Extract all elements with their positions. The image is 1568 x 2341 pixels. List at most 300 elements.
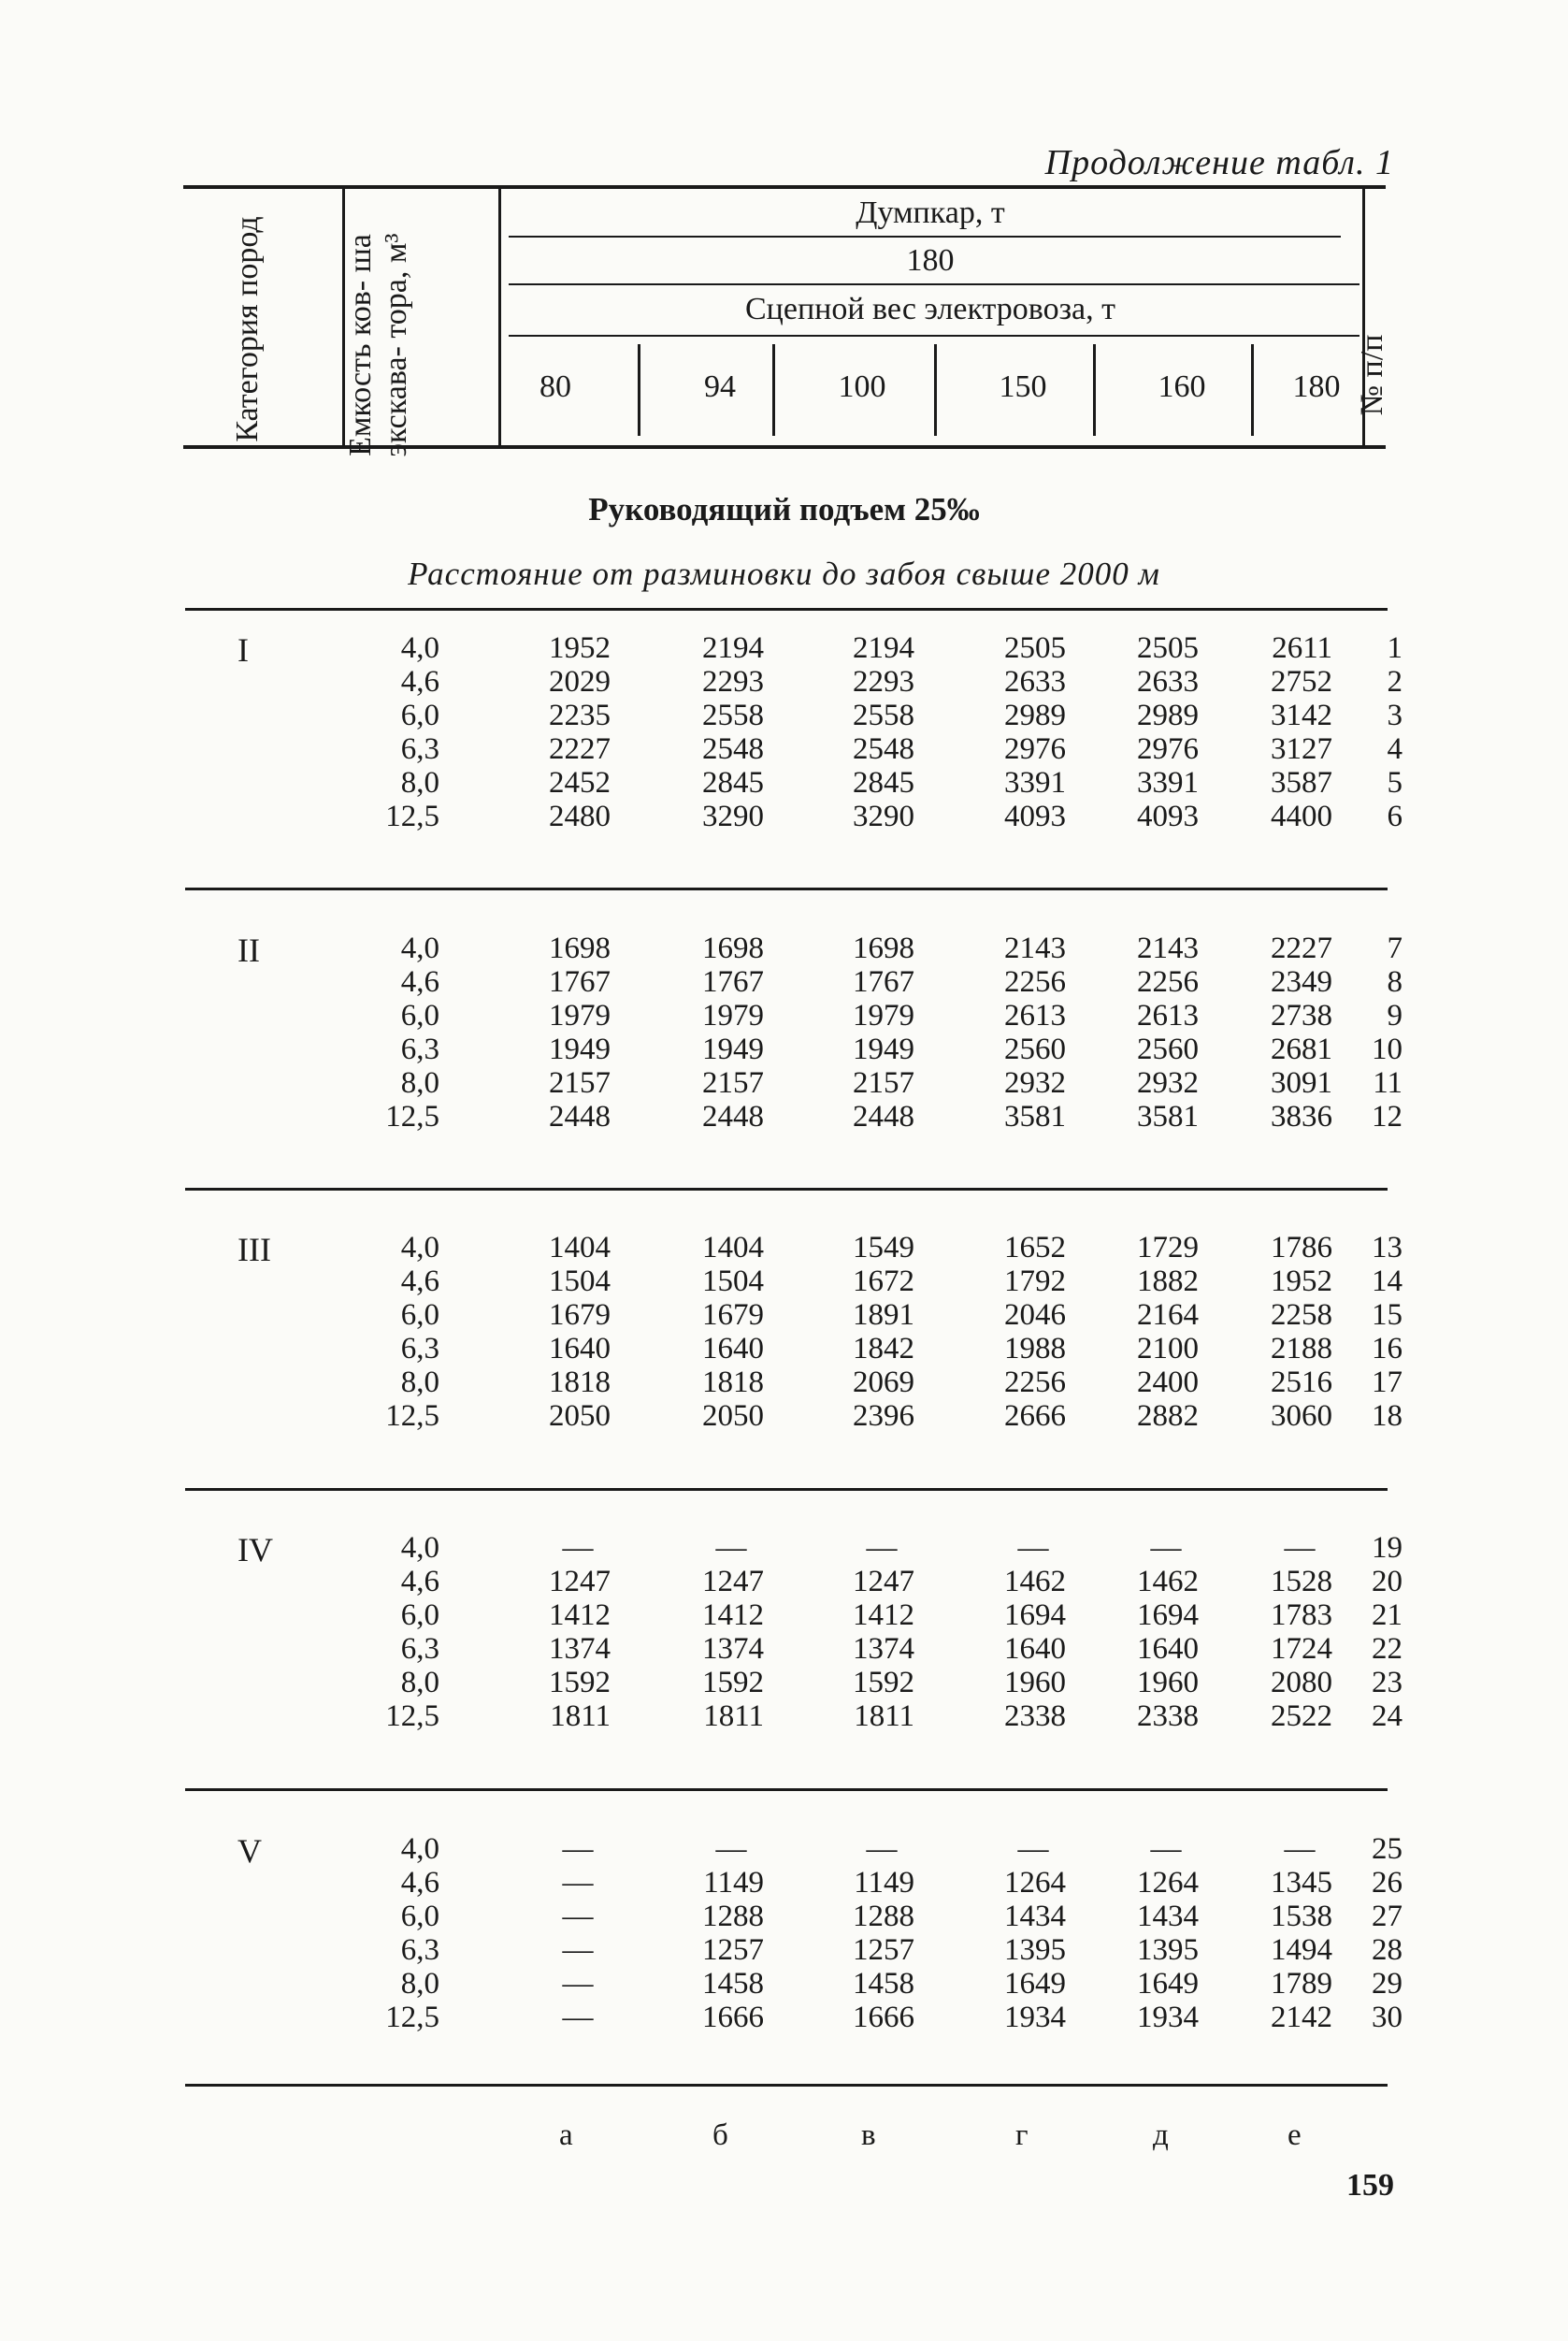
- bucket-capacity-cell: 8,0: [400, 1066, 439, 1100]
- value-cell: 2157: [853, 1066, 914, 1100]
- table-row: [0, 1667, 1568, 1699]
- value-cell: 2666: [1004, 1399, 1066, 1433]
- value-cell: 2142: [1271, 2001, 1332, 2034]
- value-cell: 1494: [1271, 1933, 1332, 1967]
- value-cell: —: [1150, 1832, 1182, 1866]
- value-cell: 1404: [702, 1231, 764, 1264]
- row-number-cell: 14: [1372, 1264, 1403, 1298]
- value-cell: 2256: [1004, 965, 1066, 999]
- value-cell: 2560: [1137, 1033, 1199, 1066]
- value-cell: 2505: [1004, 631, 1066, 665]
- value-cell: 1504: [549, 1264, 611, 1298]
- value-cell: 2046: [1004, 1298, 1066, 1332]
- value-cell: —: [715, 1531, 747, 1565]
- value-cell: 1149: [703, 1866, 764, 1900]
- value-cell: —: [1017, 1832, 1049, 1866]
- value-cell: 2194: [702, 631, 764, 665]
- value-cell: 1257: [853, 1933, 914, 1967]
- row-number-cell: 19: [1372, 1531, 1403, 1565]
- value-cell: 1767: [702, 965, 764, 999]
- value-cell: 2100: [1137, 1332, 1199, 1366]
- value-cell: 2349: [1271, 965, 1332, 999]
- header-rule: [509, 335, 1359, 337]
- row-number-cell: 7: [1387, 932, 1403, 965]
- value-cell: 2522: [1271, 1699, 1332, 1733]
- value-cell: 2157: [549, 1066, 611, 1100]
- value-cell: 2396: [853, 1399, 914, 1433]
- bucket-capacity-cell: 4,6: [400, 1866, 439, 1900]
- value-cell: 1842: [853, 1332, 914, 1366]
- value-cell: 1412: [549, 1598, 611, 1632]
- header-bucket-capacity: Емкость ков- ша экскава- тора, м³: [343, 233, 413, 457]
- row-number-cell: 27: [1372, 1900, 1403, 1933]
- bucket-capacity-cell: 6,3: [400, 732, 439, 766]
- row-number-cell: 15: [1372, 1298, 1403, 1332]
- loco-weight-b: 94: [704, 369, 736, 404]
- table-row: [0, 1867, 1568, 1900]
- row-number-cell: 20: [1372, 1565, 1403, 1598]
- header-divider: [498, 189, 501, 445]
- value-cell: 1979: [853, 999, 914, 1033]
- value-cell: 2558: [853, 699, 914, 732]
- value-cell: 1640: [1137, 1632, 1199, 1666]
- table-row: [0, 1934, 1568, 1967]
- value-cell: —: [866, 1531, 898, 1565]
- value-cell: 1458: [853, 1967, 914, 2001]
- value-cell: 1395: [1004, 1933, 1066, 1967]
- value-cell: 2448: [549, 1100, 611, 1134]
- value-cell: —: [866, 1832, 898, 1866]
- value-cell: 1434: [1137, 1900, 1199, 1933]
- value-cell: 1504: [702, 1264, 764, 1298]
- value-cell: 1960: [1137, 1666, 1199, 1699]
- row-number-cell: 11: [1373, 1066, 1403, 1100]
- column-letter-a: а: [559, 2118, 573, 2152]
- row-number-cell: 6: [1387, 800, 1403, 833]
- value-cell: 1592: [549, 1666, 611, 1699]
- value-cell: 1462: [1137, 1565, 1199, 1598]
- block-rule: [185, 888, 1388, 890]
- value-cell: —: [562, 2001, 594, 2034]
- value-cell: 2080: [1271, 1666, 1332, 1699]
- value-cell: 1288: [853, 1900, 914, 1933]
- bucket-capacity-cell: 12,5: [385, 1100, 439, 1134]
- row-number-cell: 23: [1372, 1666, 1403, 1699]
- value-cell: 1811: [854, 1699, 914, 1733]
- section-rule: [185, 608, 1388, 611]
- value-cell: 3290: [853, 800, 914, 833]
- value-cell: —: [562, 1531, 594, 1565]
- header-rule: [509, 283, 1359, 285]
- table-row: [0, 1265, 1568, 1298]
- value-cell: 2738: [1271, 999, 1332, 1033]
- loco-weight-a: 80: [539, 369, 571, 404]
- row-number-cell: 9: [1387, 999, 1403, 1033]
- loco-weight-e: 160: [1158, 369, 1206, 404]
- value-cell: 2932: [1004, 1066, 1066, 1100]
- value-cell: 1374: [549, 1632, 611, 1666]
- value-cell: 2256: [1137, 965, 1199, 999]
- value-cell: 1149: [854, 1866, 914, 1900]
- header-loco-weight: Сцепной вес электровоза, т: [744, 292, 1115, 326]
- value-cell: 2548: [702, 732, 764, 766]
- loco-weight-d: 150: [999, 369, 1047, 404]
- bucket-capacity-cell: 6,3: [400, 1332, 439, 1366]
- row-number-cell: 25: [1372, 1832, 1403, 1866]
- row-number-cell: 1: [1387, 631, 1403, 665]
- value-cell: —: [1150, 1531, 1182, 1565]
- bucket-capacity-cell: 4,6: [400, 965, 439, 999]
- value-cell: 2516: [1271, 1366, 1332, 1399]
- bucket-capacity-cell: 8,0: [400, 1366, 439, 1399]
- continuation-label: Продолжение табл. 1: [1044, 143, 1394, 182]
- value-cell: 1264: [1004, 1866, 1066, 1900]
- value-cell: 1549: [853, 1231, 914, 1264]
- row-number-cell: 8: [1387, 965, 1403, 999]
- column-letter-c: в: [861, 2118, 876, 2152]
- row-number-cell: 12: [1372, 1100, 1403, 1134]
- value-cell: 1949: [549, 1033, 611, 1066]
- value-cell: 1434: [1004, 1900, 1066, 1933]
- bucket-capacity-cell: 4,6: [400, 665, 439, 699]
- value-cell: 1698: [702, 932, 764, 965]
- page-number: 159: [1346, 2168, 1394, 2203]
- row-number-cell: 13: [1372, 1231, 1403, 1264]
- value-cell: 2194: [853, 631, 914, 665]
- row-number-cell: 28: [1372, 1933, 1403, 1967]
- value-cell: —: [562, 1933, 594, 1967]
- loco-weight-c: 100: [838, 369, 886, 404]
- bucket-capacity-cell: 4,0: [400, 1531, 439, 1565]
- value-cell: 1891: [853, 1298, 914, 1332]
- loco-weight-f: 180: [1292, 369, 1341, 404]
- column-letter-d: г: [1015, 2118, 1029, 2152]
- value-cell: 2681: [1271, 1033, 1332, 1066]
- value-cell: 1679: [549, 1298, 611, 1332]
- category-label: III: [237, 1231, 271, 1268]
- table-row: [0, 700, 1568, 732]
- value-cell: 2633: [1004, 665, 1066, 699]
- value-cell: 1649: [1004, 1967, 1066, 2001]
- value-cell: 1818: [549, 1366, 611, 1399]
- section-subtitle: Расстояние от разминовки до забоя свыше 2000 м: [408, 556, 1160, 592]
- bucket-capacity-cell: 12,5: [385, 800, 439, 833]
- value-cell: 3142: [1271, 699, 1332, 732]
- header-divider: [1093, 344, 1096, 436]
- table-row: [0, 1033, 1568, 1066]
- value-cell: 1724: [1271, 1632, 1332, 1666]
- table-row: [0, 2001, 1568, 2034]
- bucket-capacity-cell: 4,6: [400, 1264, 439, 1298]
- bucket-capacity-cell: 6,0: [400, 1298, 439, 1332]
- value-cell: 2188: [1271, 1332, 1332, 1366]
- value-cell: —: [1284, 1531, 1316, 1565]
- value-cell: 1666: [702, 2001, 764, 2034]
- row-number-cell: 24: [1372, 1699, 1403, 1733]
- row-number-cell: 17: [1372, 1366, 1403, 1399]
- value-cell: 1247: [549, 1565, 611, 1598]
- value-cell: 1679: [702, 1298, 764, 1332]
- value-cell: 1960: [1004, 1666, 1066, 1699]
- row-number-cell: 3: [1387, 699, 1403, 732]
- bucket-capacity-cell: 6,3: [400, 1632, 439, 1666]
- table-row: [0, 1968, 1568, 2001]
- value-cell: 3581: [1004, 1100, 1066, 1134]
- header-top-rule: [183, 185, 1386, 189]
- value-cell: —: [1017, 1531, 1049, 1565]
- value-cell: 3836: [1271, 1100, 1332, 1134]
- value-cell: 2293: [702, 665, 764, 699]
- value-cell: 1288: [702, 1900, 764, 1933]
- value-cell: 1934: [1004, 2001, 1066, 2034]
- value-cell: 1404: [549, 1231, 611, 1264]
- category-label: II: [237, 932, 260, 969]
- value-cell: 1767: [549, 965, 611, 999]
- table-row: [0, 767, 1568, 800]
- header-divider: [934, 344, 937, 436]
- table-row: [0, 1900, 1568, 1933]
- value-cell: 2338: [1004, 1699, 1066, 1733]
- column-letter-e: д: [1153, 2118, 1169, 2152]
- block-rule: [185, 1488, 1388, 1491]
- section-title: Руководящий подъем 25‰: [588, 491, 980, 527]
- header-category: Категория пород: [230, 216, 265, 442]
- value-cell: 2505: [1137, 631, 1199, 665]
- value-cell: 1640: [549, 1332, 611, 1366]
- value-cell: 1345: [1271, 1866, 1332, 1900]
- header-dumpcar: Думпкар, т: [856, 195, 1005, 230]
- table-row: [0, 932, 1568, 965]
- value-cell: 1640: [702, 1332, 764, 1366]
- header-rule: [509, 236, 1341, 238]
- value-cell: 1374: [702, 1632, 764, 1666]
- value-cell: 1952: [549, 631, 611, 665]
- value-cell: 2448: [853, 1100, 914, 1134]
- block-rule: [185, 2084, 1388, 2087]
- value-cell: 1949: [702, 1033, 764, 1066]
- value-cell: 1374: [853, 1632, 914, 1666]
- value-cell: 1538: [1271, 1900, 1332, 1933]
- value-cell: 1592: [702, 1666, 764, 1699]
- value-cell: 4400: [1271, 800, 1332, 833]
- row-number-cell: 18: [1372, 1399, 1403, 1433]
- value-cell: —: [1284, 1832, 1316, 1866]
- table-row: [0, 1299, 1568, 1332]
- bucket-capacity-cell: 12,5: [385, 1399, 439, 1433]
- value-cell: 1934: [1137, 2001, 1199, 2034]
- value-cell: 2752: [1271, 665, 1332, 699]
- table-row: [0, 1333, 1568, 1366]
- value-cell: 1592: [853, 1666, 914, 1699]
- value-cell: 2227: [1271, 932, 1332, 965]
- value-cell: 2932: [1137, 1066, 1199, 1100]
- bucket-capacity-cell: 8,0: [400, 766, 439, 800]
- value-cell: 1528: [1271, 1565, 1332, 1598]
- bucket-capacity-cell: 6,3: [400, 1033, 439, 1066]
- value-cell: 1949: [853, 1033, 914, 1066]
- value-cell: 1789: [1271, 1967, 1332, 2001]
- bucket-capacity-cell: 6,0: [400, 1598, 439, 1632]
- value-cell: 3127: [1271, 732, 1332, 766]
- table-row: [0, 1700, 1568, 1733]
- value-cell: 1412: [702, 1598, 764, 1632]
- value-cell: 1952: [1271, 1264, 1332, 1298]
- value-cell: 1979: [549, 999, 611, 1033]
- value-cell: 2069: [853, 1366, 914, 1399]
- value-cell: 1264: [1137, 1866, 1199, 1900]
- value-cell: 1247: [702, 1565, 764, 1598]
- table-row: [0, 666, 1568, 699]
- row-number-cell: 22: [1372, 1632, 1403, 1666]
- value-cell: 1257: [702, 1933, 764, 1967]
- value-cell: 1640: [1004, 1632, 1066, 1666]
- value-cell: 2989: [1137, 699, 1199, 732]
- value-cell: 1767: [853, 965, 914, 999]
- value-cell: 2235: [549, 699, 611, 732]
- value-cell: —: [562, 1832, 594, 1866]
- value-cell: 3091: [1271, 1066, 1332, 1100]
- table-row: [0, 801, 1568, 833]
- bucket-capacity-cell: 8,0: [400, 1967, 439, 2001]
- row-number-cell: 21: [1372, 1598, 1403, 1632]
- block-rule: [185, 1188, 1388, 1191]
- bucket-capacity-cell: 6,0: [400, 699, 439, 732]
- row-number-cell: 29: [1372, 1967, 1403, 2001]
- value-cell: 4093: [1004, 800, 1066, 833]
- value-cell: 2452: [549, 766, 611, 800]
- column-letter-f: е: [1287, 2118, 1302, 2152]
- value-cell: 1988: [1004, 1332, 1066, 1366]
- table-row: [0, 1833, 1568, 1866]
- value-cell: —: [562, 1866, 594, 1900]
- row-number-cell: 2: [1387, 665, 1403, 699]
- value-cell: 2845: [853, 766, 914, 800]
- bucket-capacity-cell: 4,0: [400, 631, 439, 665]
- value-cell: —: [562, 1967, 594, 2001]
- value-cell: —: [715, 1832, 747, 1866]
- column-letter-b: б: [712, 2118, 728, 2152]
- value-cell: 2480: [549, 800, 611, 833]
- table-row: [0, 1532, 1568, 1565]
- bucket-capacity-cell: 12,5: [385, 1699, 439, 1733]
- header-divider: [638, 344, 640, 436]
- value-cell: 2227: [549, 732, 611, 766]
- value-cell: 1698: [853, 932, 914, 965]
- header-dumpcar-value: 180: [906, 243, 955, 278]
- row-number-cell: 16: [1372, 1332, 1403, 1366]
- value-cell: 2548: [853, 732, 914, 766]
- value-cell: 1666: [853, 2001, 914, 2034]
- value-cell: —: [562, 1900, 594, 1933]
- value-cell: 1694: [1004, 1598, 1066, 1632]
- value-cell: 1729: [1137, 1231, 1199, 1264]
- value-cell: 1672: [853, 1264, 914, 1298]
- table-row: [0, 1366, 1568, 1399]
- value-cell: 1979: [702, 999, 764, 1033]
- value-cell: 1652: [1004, 1231, 1066, 1264]
- value-cell: 3290: [702, 800, 764, 833]
- value-cell: 1811: [550, 1699, 611, 1733]
- block-rule: [185, 1788, 1388, 1791]
- table-row: [0, 733, 1568, 766]
- row-number-cell: 5: [1387, 766, 1403, 800]
- value-cell: 3060: [1271, 1399, 1332, 1433]
- value-cell: 1412: [853, 1598, 914, 1632]
- header-divider: [772, 344, 775, 436]
- value-cell: 2976: [1004, 732, 1066, 766]
- value-cell: 1811: [703, 1699, 764, 1733]
- value-cell: 3391: [1004, 766, 1066, 800]
- value-cell: 2976: [1137, 732, 1199, 766]
- value-cell: 1247: [853, 1565, 914, 1598]
- bucket-capacity-cell: 8,0: [400, 1666, 439, 1699]
- value-cell: 2613: [1137, 999, 1199, 1033]
- value-cell: 2256: [1004, 1366, 1066, 1399]
- bucket-capacity-cell: 12,5: [385, 2001, 439, 2034]
- value-cell: 2164: [1137, 1298, 1199, 1332]
- table-row: [0, 1400, 1568, 1433]
- bucket-capacity-cell: 6,0: [400, 999, 439, 1033]
- value-cell: 2050: [549, 1399, 611, 1433]
- value-cell: 1882: [1137, 1264, 1199, 1298]
- value-cell: 3587: [1271, 766, 1332, 800]
- row-number-cell: 26: [1372, 1866, 1403, 1900]
- value-cell: 1786: [1271, 1231, 1332, 1264]
- value-cell: 2029: [549, 665, 611, 699]
- bucket-capacity-cell: 4,0: [400, 932, 439, 965]
- value-cell: 1783: [1271, 1598, 1332, 1632]
- table-row: [0, 632, 1568, 665]
- row-number-cell: 4: [1387, 732, 1403, 766]
- value-cell: 1698: [549, 932, 611, 965]
- value-cell: 2157: [702, 1066, 764, 1100]
- value-cell: 2050: [702, 1399, 764, 1433]
- value-cell: 2258: [1271, 1298, 1332, 1332]
- table-row: [0, 1101, 1568, 1134]
- value-cell: 1458: [702, 1967, 764, 2001]
- value-cell: 2633: [1137, 665, 1199, 699]
- category-label: V: [237, 1832, 262, 1870]
- value-cell: 1792: [1004, 1264, 1066, 1298]
- value-cell: 1818: [702, 1366, 764, 1399]
- value-cell: 2845: [702, 766, 764, 800]
- value-cell: 2613: [1004, 999, 1066, 1033]
- bucket-capacity-cell: 6,0: [400, 1900, 439, 1933]
- value-cell: 2143: [1137, 932, 1199, 965]
- value-cell: 2611: [1272, 631, 1332, 665]
- table-row: [0, 1599, 1568, 1632]
- value-cell: 2293: [853, 665, 914, 699]
- bucket-capacity-cell: 4,6: [400, 1565, 439, 1598]
- table-row: [0, 1232, 1568, 1264]
- value-cell: 2143: [1004, 932, 1066, 965]
- table-row: [0, 1067, 1568, 1100]
- table-row: [0, 1566, 1568, 1598]
- bucket-capacity-cell: 6,3: [400, 1933, 439, 1967]
- header-row-number: № п/п: [1355, 334, 1389, 416]
- value-cell: 2558: [702, 699, 764, 732]
- category-label: I: [237, 631, 249, 669]
- value-cell: 2400: [1137, 1366, 1199, 1399]
- table-row: [0, 966, 1568, 999]
- value-cell: 2989: [1004, 699, 1066, 732]
- row-number-cell: 30: [1372, 2001, 1403, 2034]
- value-cell: 2338: [1137, 1699, 1199, 1733]
- value-cell: 2448: [702, 1100, 764, 1134]
- bucket-capacity-cell: 4,0: [400, 1231, 439, 1264]
- value-cell: 4093: [1137, 800, 1199, 833]
- value-cell: 2560: [1004, 1033, 1066, 1066]
